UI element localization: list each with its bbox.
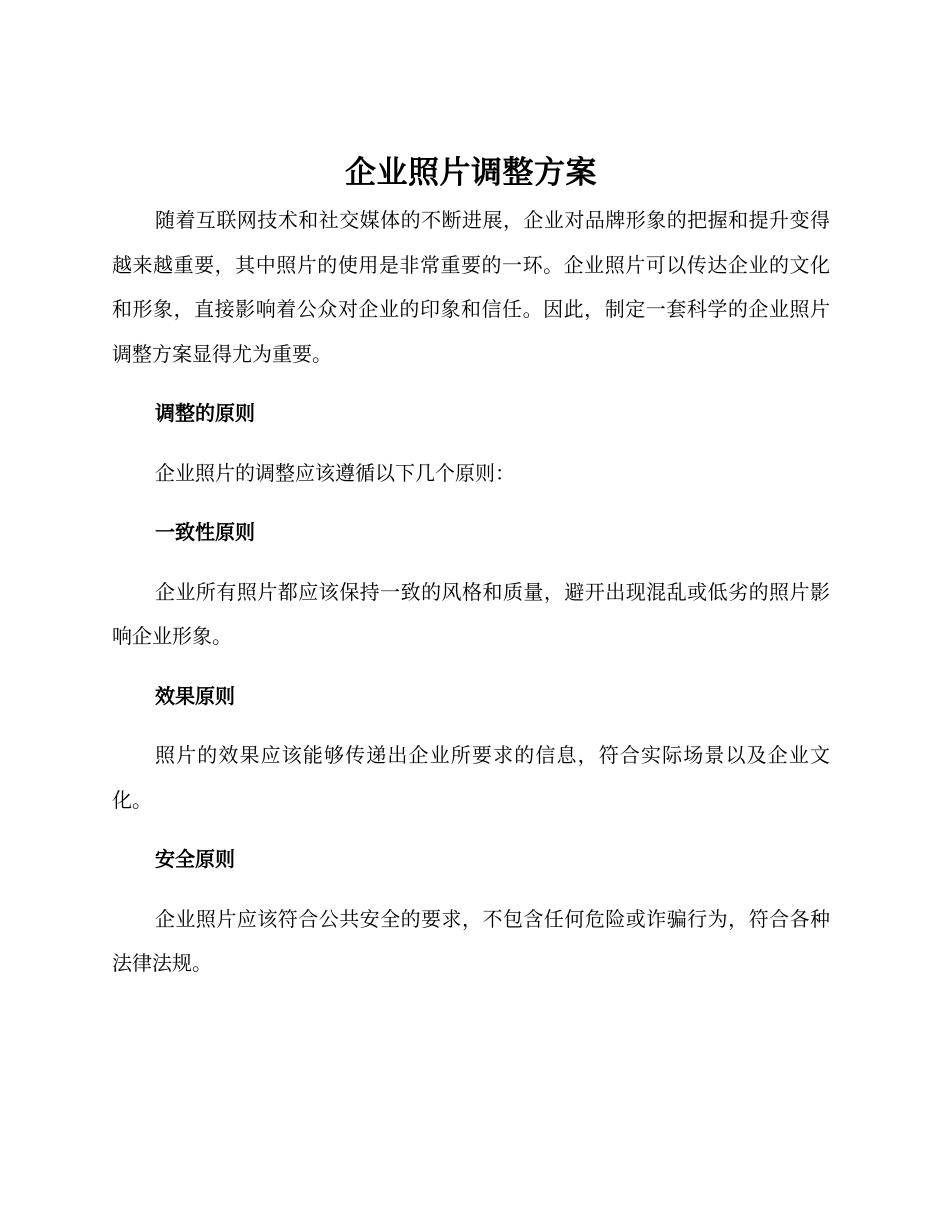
document-title: 企业照片调整方案 — [345, 155, 597, 191]
document-body — [112, 148, 830, 986]
spacer — [112, 822, 830, 837]
spacer — [112, 718, 830, 733]
spacer — [112, 659, 830, 674]
spacer — [112, 495, 830, 510]
spacer — [112, 882, 830, 897]
section-intro-paragraph: 企业照片的调整应该遵循以下几个原则： — [155, 460, 515, 485]
principle-text-effect: 照片的效果应该能够传递出企业所要求的信息，符合实际场景以及企业文化。 — [112, 743, 830, 812]
principle-text-safety: 企业照片应该符合公共安全的要求，不包含任何危险或诈骗行为，符合各种法律法规。 — [112, 906, 830, 975]
spacer — [112, 436, 830, 451]
principle-text-consistency: 企业所有照片都应该保持一致的风格和质量，避开出现混乱或低劣的照片影响企业形象。 — [112, 579, 830, 648]
principle-heading-effect: 效果原则 — [155, 683, 235, 708]
principle-heading-safety: 安全原则 — [155, 847, 235, 871]
intro-paragraph: 随着互联网技术和社交媒体的不断进展，企业对品牌形象的把握和提升变得越来越重要，其中照片的使用是非常重要的一环。企业照片可以传达企业的文化和形象，直接影响着公众对企业的印象和信任。因此，制定一套科学的企业照片调整方案显得尤为重要。 — [112, 208, 830, 366]
spacer — [112, 555, 830, 570]
spacer — [112, 376, 830, 391]
principle-heading-consistency: 一致性原则 — [155, 520, 255, 544]
section-heading: 调整的原则 — [155, 401, 255, 425]
